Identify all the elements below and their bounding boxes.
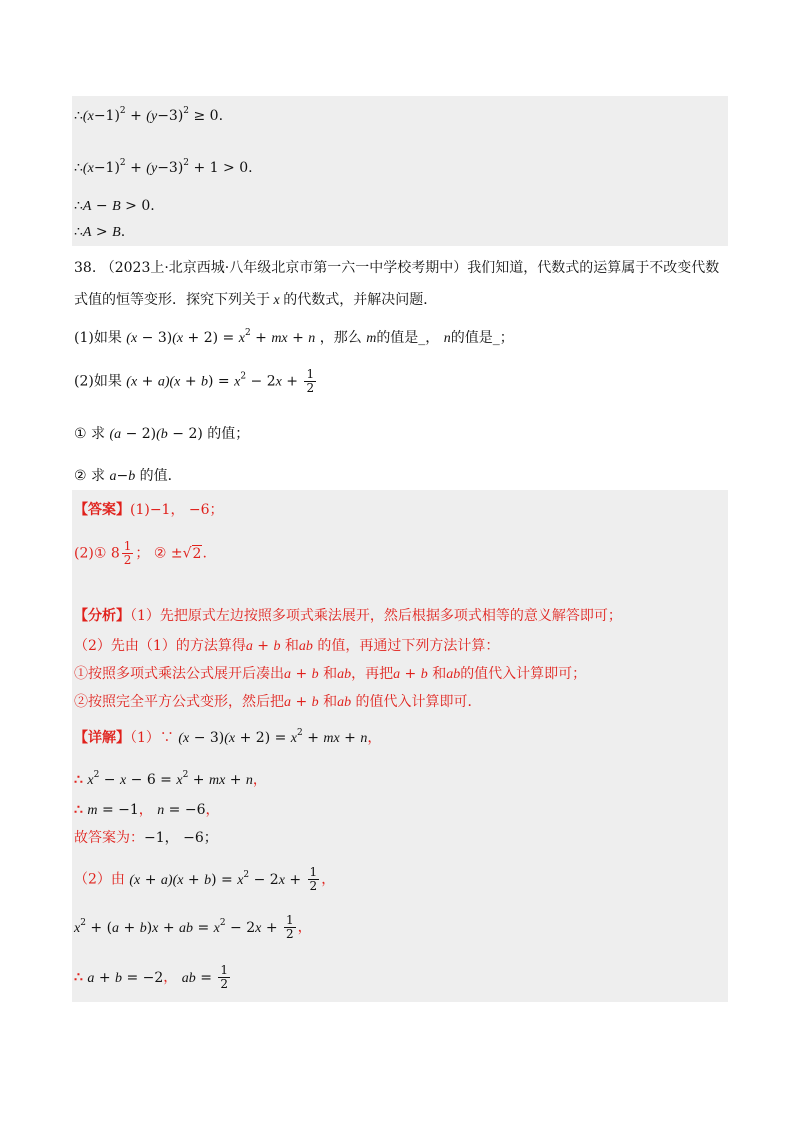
analysis-line-3: ①按照多项式乘法公式展开后凑出a + b 和ab，再把a + b 和ab的值代入计算即可；: [74, 666, 587, 682]
question-header: [74, 258, 719, 278]
question-intro-line-2: 式值的恒等变形．探究下列关于 x 的代数式，并解决问题．: [74, 292, 438, 308]
analysis-line-4: ②按照完全平方公式变形，然后把a + b 和ab 的值代入计算即可．: [74, 694, 482, 710]
analysis-line-2: （2）先由（1）的方法算得a + b 和ab 的值，再通过下列方法计算：: [74, 638, 500, 654]
prev-solution-line-2: $\therefore(x-1)^2 + (y-3)^2 + 1 > 0$.: [74, 158, 253, 176]
question-sub-2: ② 求 a−b 的值．: [74, 468, 182, 484]
answer-line-2: (2)① 8 $\frac{1}{2}$ ； ② ±√2.: [74, 539, 207, 567]
answer-label: 【答案】: [74, 502, 130, 518]
answer-fraction: $\frac{1}{2}$: [123, 539, 132, 567]
question-source: （2023上·北京西城·八年级北京市第一六一中学校考期中）: [100, 260, 468, 276]
detail-line-7: ∴ a + b = −2， ab = $\frac{1}{2}$: [74, 963, 229, 991]
question-intro-a: 我们知道，代数式的运算属于不改变代数: [467, 260, 720, 276]
detail-line-1: 【详解】（1）∵ $(x - 3)(x + 2) = x^2$ + mx + n，: [74, 728, 382, 746]
detail-line-5: （2）由 $(x + a)(x + b) = x^2 - 2x$ + $\frac{1}{2}$ ，: [74, 865, 336, 893]
detail-line-2: ∴ $x^2 - x - 6 = x^2$ + mx + n，: [74, 770, 267, 788]
prev-solution-line-4: ∴A > B.: [74, 224, 126, 240]
analysis-label: 【分析】: [74, 608, 130, 624]
question-part-2: (2)如果 $(x + a)(x + b) = x^2 - 2x$ + $\frac{1}{2}$: [74, 367, 315, 395]
fraction-one-half: $\frac{1}{2}$: [306, 367, 315, 395]
question-part-1: (1)如果 $(x - 3)(x + 2) = x^2$ + mx + n ，那么 m的值是_， n的值是_；: [74, 328, 514, 346]
detail-line-4: 故答案为：−1， −6；: [74, 830, 218, 846]
detail-line-3: ∴ m = −1， n = −6，: [74, 802, 220, 818]
sqrt-two: √2: [182, 545, 202, 562]
detail-line-6: $x^2 + (a + b)x$ + ab = $x^2 - 2x$ + $\frac{1}{2}$ ，: [74, 913, 312, 941]
answer-line-1: 【答案】(1)−1， −6；: [74, 502, 224, 518]
question-sub-1: ① 求 (a − 2)(b − 2) 的值；: [74, 426, 250, 442]
detail-label: 【详解】: [74, 730, 130, 746]
analysis-line-1: 【分析】（1）先把原式左边按照多项式乘法展开，然后根据多项式相等的意义解答即可；: [74, 608, 622, 624]
question-number: 38.: [74, 260, 97, 276]
prev-solution-line-3: ∴A − B > 0.: [74, 198, 155, 214]
prev-solution-line-1: $\therefore(x-1)^2 + (y-3)^2 \ge 0$.: [74, 106, 224, 124]
